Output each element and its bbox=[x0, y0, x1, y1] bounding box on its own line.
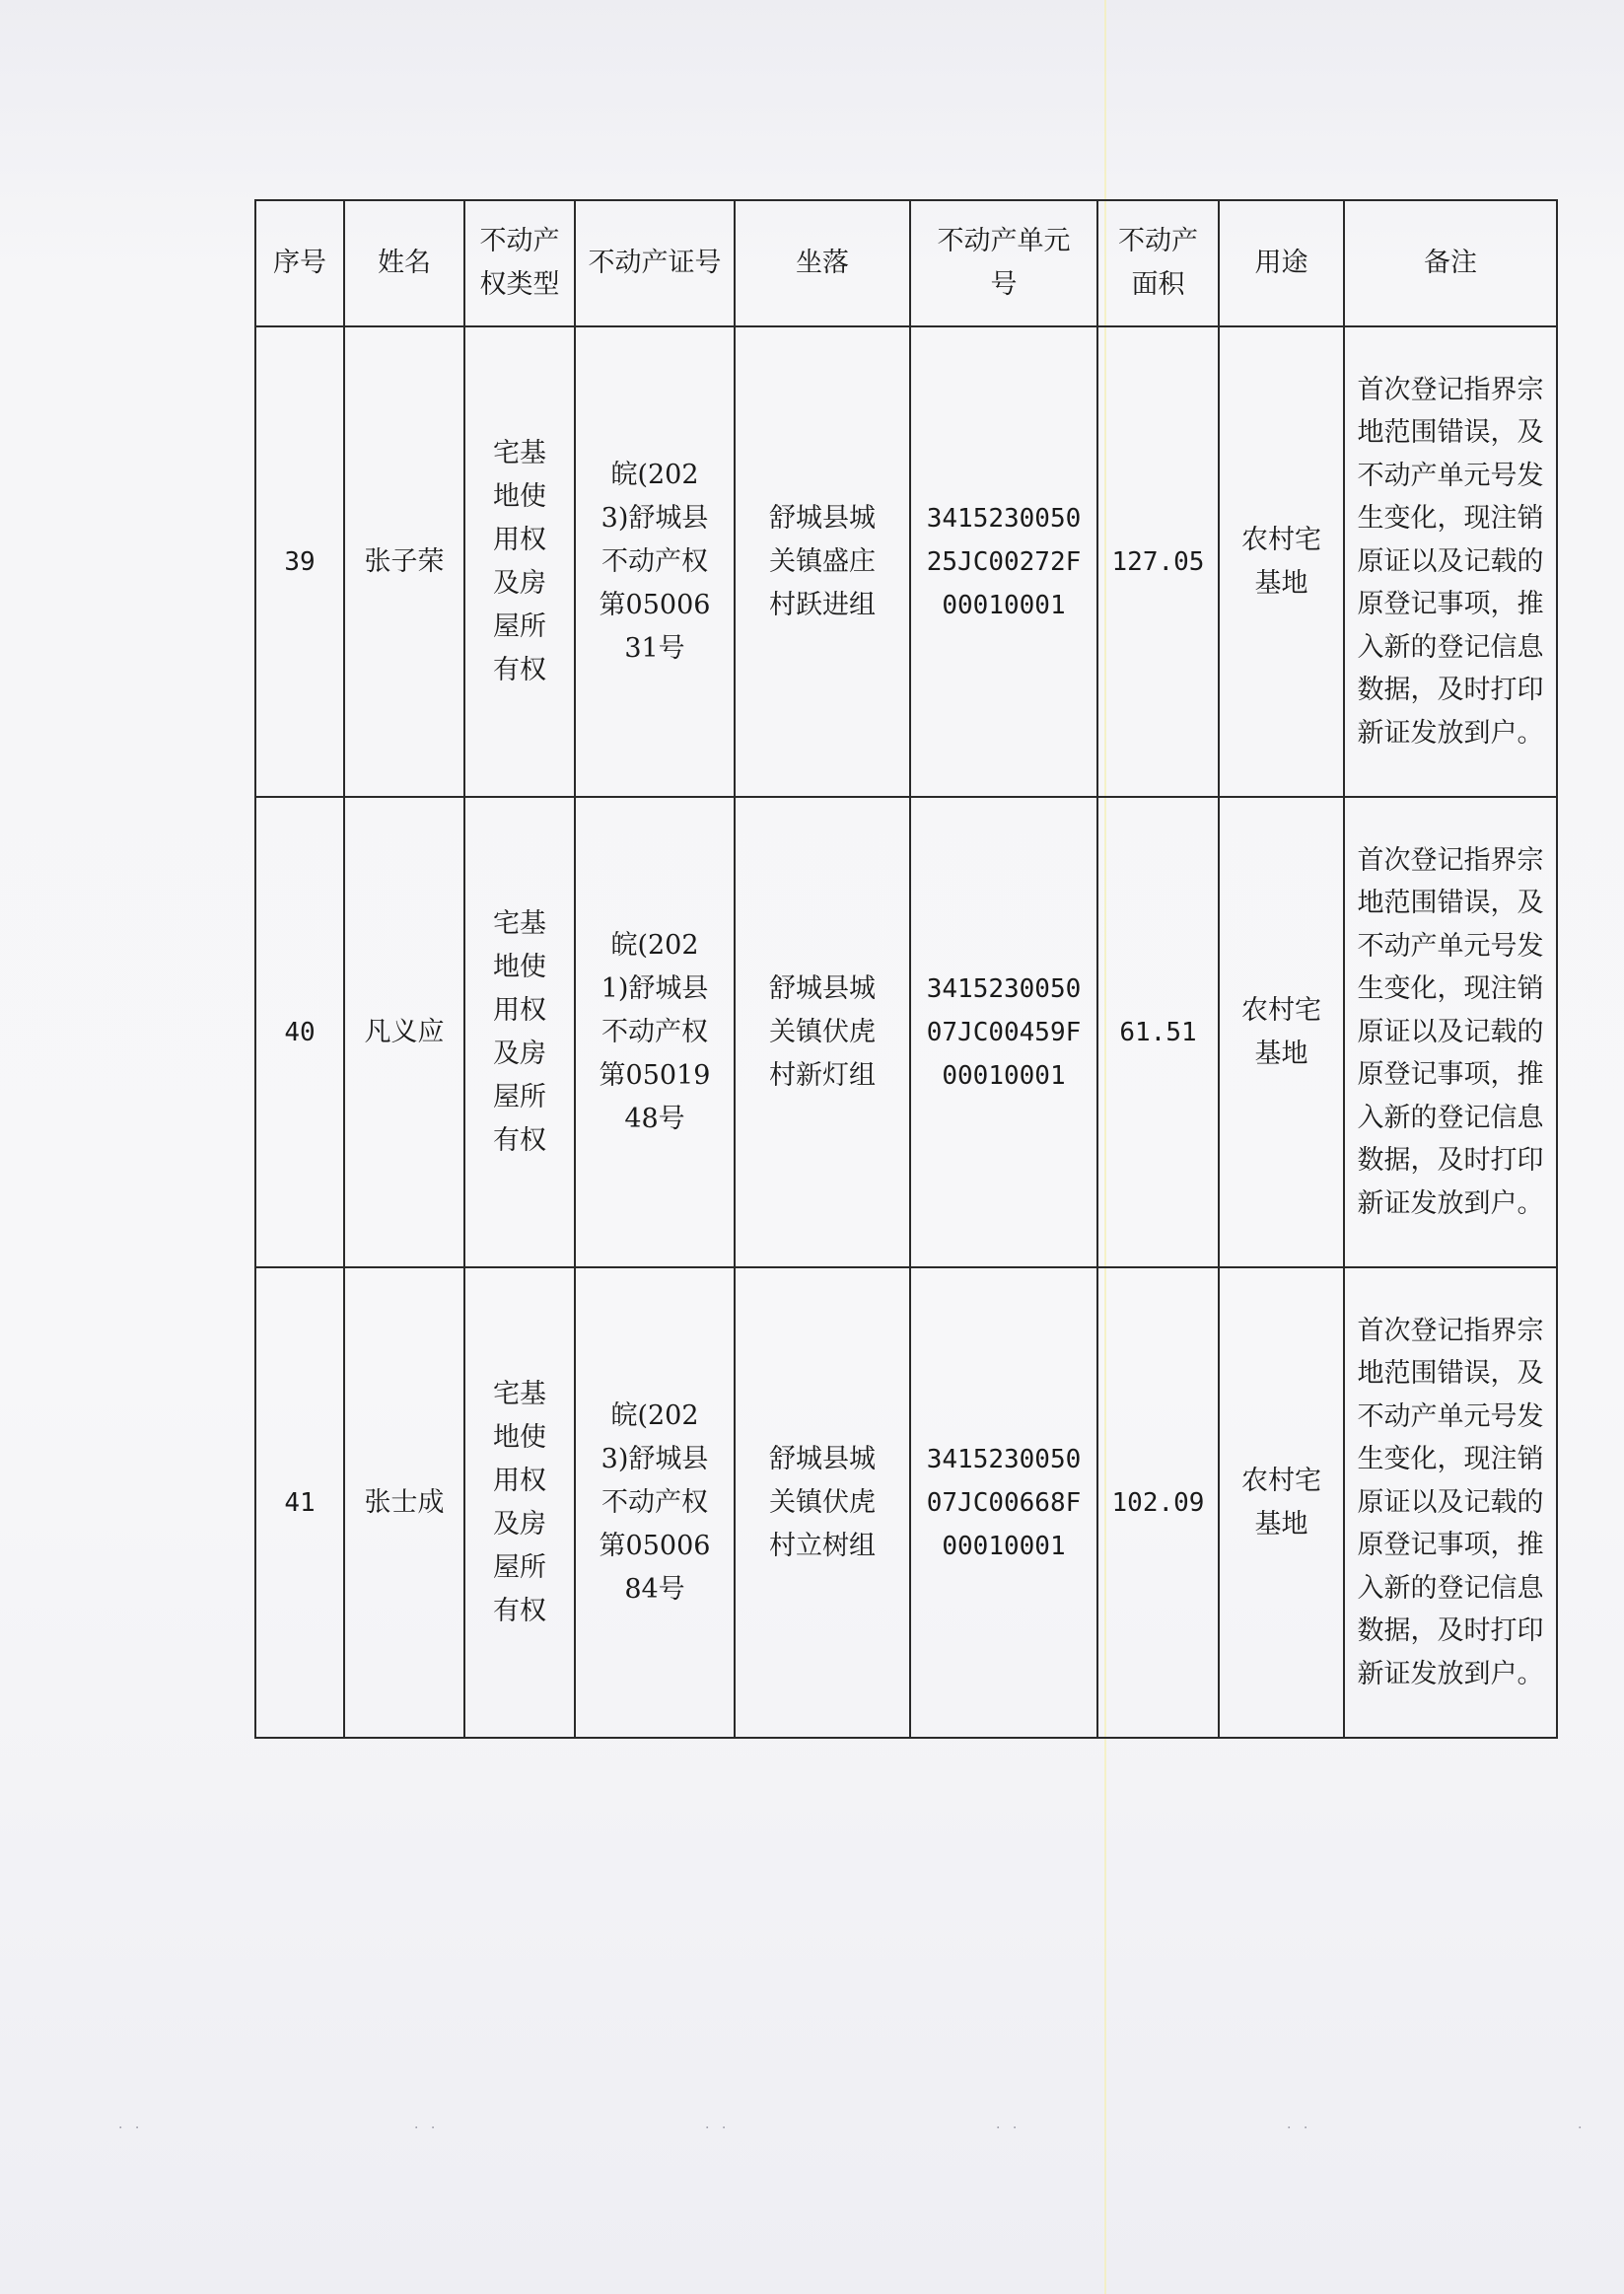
cell-cert-no: 皖(2023)舒城县不动产权第0500684号 bbox=[575, 1267, 735, 1738]
cell-usage: 农村宅基地 bbox=[1219, 326, 1344, 797]
cell-right-type: 宅基地使用权及房屋所有权 bbox=[464, 797, 575, 1267]
cell-area: 61.51 bbox=[1097, 797, 1219, 1267]
scan-speckle: · · bbox=[705, 2120, 731, 2136]
cell-unit-no: 341523005007JC00668F00010001 bbox=[910, 1267, 1097, 1738]
cell-cert-no: 皖(2023)舒城县不动产权第0500631号 bbox=[575, 326, 735, 797]
cell-location: 舒城县城关镇伏虎村新灯组 bbox=[735, 797, 910, 1267]
header-name: 姓名 bbox=[344, 200, 464, 326]
header-usage: 用途 bbox=[1219, 200, 1344, 326]
cell-seq: 40 bbox=[255, 797, 344, 1267]
header-area: 不动产面积 bbox=[1097, 200, 1219, 326]
header-location: 坐落 bbox=[735, 200, 910, 326]
cell-unit-no: 341523005025JC00272F00010001 bbox=[910, 326, 1097, 797]
cell-location: 舒城县城关镇盛庄村跃进组 bbox=[735, 326, 910, 797]
cell-name: 凡义应 bbox=[344, 797, 464, 1267]
cell-remark: 首次登记指界宗地范围错误，及不动产单元号发生变化，现注销原证以及记载的原登记事项，推入新的登记信息数据，及时打印新证发放到户。 bbox=[1344, 797, 1557, 1267]
table-row bbox=[255, 326, 1557, 797]
cell-right-type: 宅基地使用权及房屋所有权 bbox=[464, 326, 575, 797]
cell-name: 张士成 bbox=[344, 1267, 464, 1738]
cell-right-type: 宅基地使用权及房屋所有权 bbox=[464, 1267, 575, 1738]
scan-speckle: · · bbox=[414, 2120, 440, 2136]
table-row bbox=[255, 797, 1557, 1267]
scan-speckle: · · bbox=[1287, 2120, 1312, 2136]
table-row bbox=[255, 1267, 1557, 1738]
header-unit-no: 不动产单元号 bbox=[910, 200, 1097, 326]
property-register-table bbox=[254, 199, 1558, 1739]
header-cert-no: 不动产证号 bbox=[575, 200, 735, 326]
cell-area: 102.09 bbox=[1097, 1267, 1219, 1738]
cell-remark: 首次登记指界宗地范围错误，及不动产单元号发生变化，现注销原证以及记载的原登记事项，推入新的登记信息数据，及时打印新证发放到户。 bbox=[1344, 326, 1557, 797]
cell-seq: 41 bbox=[255, 1267, 344, 1738]
scan-speckle: · · bbox=[996, 2120, 1022, 2136]
cell-cert-no: 皖(2021)舒城县不动产权第0501948号 bbox=[575, 797, 735, 1267]
cell-area: 127.05 bbox=[1097, 326, 1219, 797]
header-remark: 备注 bbox=[1344, 200, 1557, 326]
header-seq: 序号 bbox=[255, 200, 344, 326]
cell-location: 舒城县城关镇伏虎村立树组 bbox=[735, 1267, 910, 1738]
header-right-type: 不动产权类型 bbox=[464, 200, 575, 326]
cell-unit-no: 341523005007JC00459F00010001 bbox=[910, 797, 1097, 1267]
scan-speckle: · bbox=[1578, 2120, 1587, 2136]
cell-name: 张子荣 bbox=[344, 326, 464, 797]
cell-seq: 39 bbox=[255, 326, 344, 797]
cell-remark: 首次登记指界宗地范围错误，及不动产单元号发生变化，现注销原证以及记载的原登记事项，推入新的登记信息数据，及时打印新证发放到户。 bbox=[1344, 1267, 1557, 1738]
cell-usage: 农村宅基地 bbox=[1219, 797, 1344, 1267]
table-header-row bbox=[255, 200, 1557, 326]
cell-usage: 农村宅基地 bbox=[1219, 1267, 1344, 1738]
scan-speckle: · · bbox=[118, 2120, 144, 2136]
